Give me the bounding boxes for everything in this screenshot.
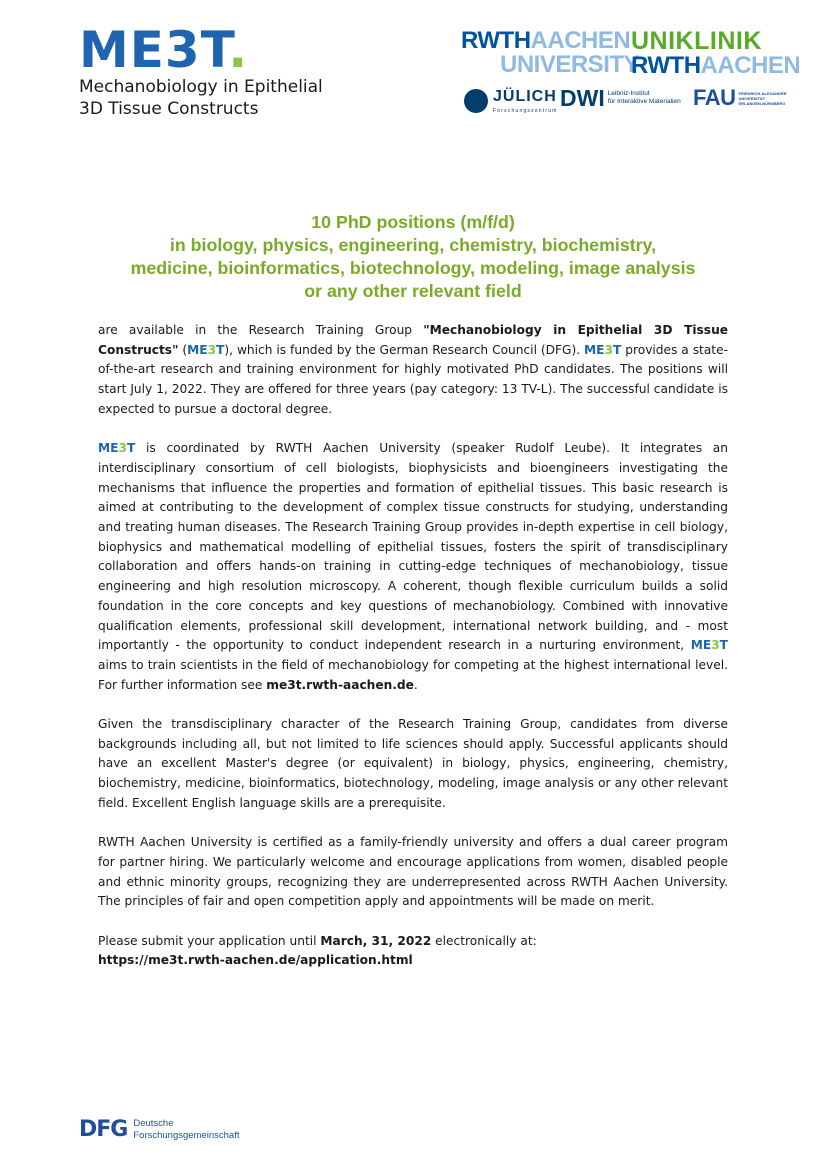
dfg-logo: DFG Deutsche Forschungsgemeinschaft: [79, 1117, 240, 1142]
juelich-emblem-icon: [464, 89, 488, 113]
rwth-aachen-university-logo: RWTHAACHEN UNIVERSITY: [461, 27, 640, 78]
paragraph-program: ME3T is coordinated by RWTH Aachen University (speaker Rudolf Leube). It integrates an interdisciplinary consortium of cell biologists, biophysicists and bioengineers investigating the mechanisms that influence the properties and formation of epithelial tissues. This basic research is aimed at contributing to the development of complex tissue constructs for studying, understanding and treating human diseases. The Research Training Group provides in-depth expertise in cell biology, biophysics and mathematical modelling of epithelial tissues, fosters the spirit of transdisciplinary collaboration and offers hands-on training in cutting-edge techniques of mechanobiology, tissue engineering and high resolution microscopy. A coherent, though flexible curriculum builds a solid foundation in the core concepts and key questions of mechanobiology. Combined with innovative qualification elements, professional skill development, international network building, and - most importantly - the opportunity to conduct independent research in a nurturing environment, ME3T aims to train scientists in the field of mechanobiology for competing at the highest international level. For further information see me3t.rwth-aachen.de.: [98, 441, 728, 692]
title-line: medicine, bioinformatics, biotechnology, modeling, image analysis: [130, 258, 696, 278]
job-description: [98, 321, 728, 991]
page-title: [60, 211, 766, 303]
paragraph-intro: are available in the Research Training Group "Mechanobiology in Epithelial 3D Tissue Constructs" (ME3T), which is funded by the German Research Council (DFG). ME3T provides a state-of-the-art research and training environment for highly motivated PhD candidates. The positions will start July 1, 2022. They are offered for three years (pay category: 13 TV-L). The successful candidate is expected to pursue a doctoral degree.: [98, 323, 729, 416]
fau-logo: FAU FRIEDRICH-ALEXANDER UNIVERSITÄT ERLANGEN-NÜRNBERG: [693, 85, 787, 110]
title-line: or any other relevant field: [304, 281, 522, 301]
paragraph-application: Please submit your application until March, 31, 2022 electronically at: https://me3t.rwth-aachen.de/application.html: [98, 933, 537, 968]
paragraph-equal-opportunity: RWTH Aachen University is certified as a family-friendly university and offers a dual career program for partner hiring. We particularly welcome and encourage applications from women, disabled people and ethnic minority groups, recognizing they are underrepresented across RWTH Aachen University. The principles of fair and open competition apply and appointments will be made on merit.: [98, 835, 728, 909]
me3t-logo: [79, 21, 323, 120]
me3t-logo-tagline: Mechanobiology in Epithelial 3D Tissue Constructs: [79, 77, 323, 119]
me3t-inline-name: ME3T: [187, 342, 225, 357]
me3t-inline-name: ME3T: [584, 342, 622, 357]
application-url-link[interactable]: https://me3t.rwth-aachen.de/application.html: [98, 953, 413, 968]
me3t-inline-name: ME3T: [690, 638, 728, 653]
website-link[interactable]: me3t.rwth-aachen.de: [266, 677, 414, 692]
juelich-logo: JÜLICH Forschungszentrum: [464, 88, 558, 114]
paragraph-requirements: Given the transdisciplinary character of the Research Training Group, candidates from diverse backgrounds including all, but not limited to life sciences should apply. Successful applicants should have an excellent Master's degree (or equivalent) in biology, physics, engineering, chemistry, biochemistry, medicine, bioinformatics, biotechnology, modeling, image analysis or any other relevant field. Excellent English language skills are a prerequisite.: [98, 717, 728, 810]
application-deadline: March, 31, 2022: [320, 933, 432, 948]
dwi-logo: DWI Leibniz-Institut für Interaktive Materialien: [560, 85, 681, 111]
me3t-logo-mark: ME3T.: [79, 21, 249, 79]
title-line: 10 PhD positions (m/f/d): [311, 212, 515, 232]
uniklinik-rwth-aachen-logo: UNIKLINIK RWTHAACHEN: [631, 27, 801, 79]
rtg-name: "Mechanobiology in Epithelial 3D Tissue Constructs": [98, 323, 729, 357]
me3t-inline-name: ME3T: [98, 441, 136, 456]
title-line: in biology, physics, engineering, chemistry, biochemistry,: [169, 235, 657, 255]
